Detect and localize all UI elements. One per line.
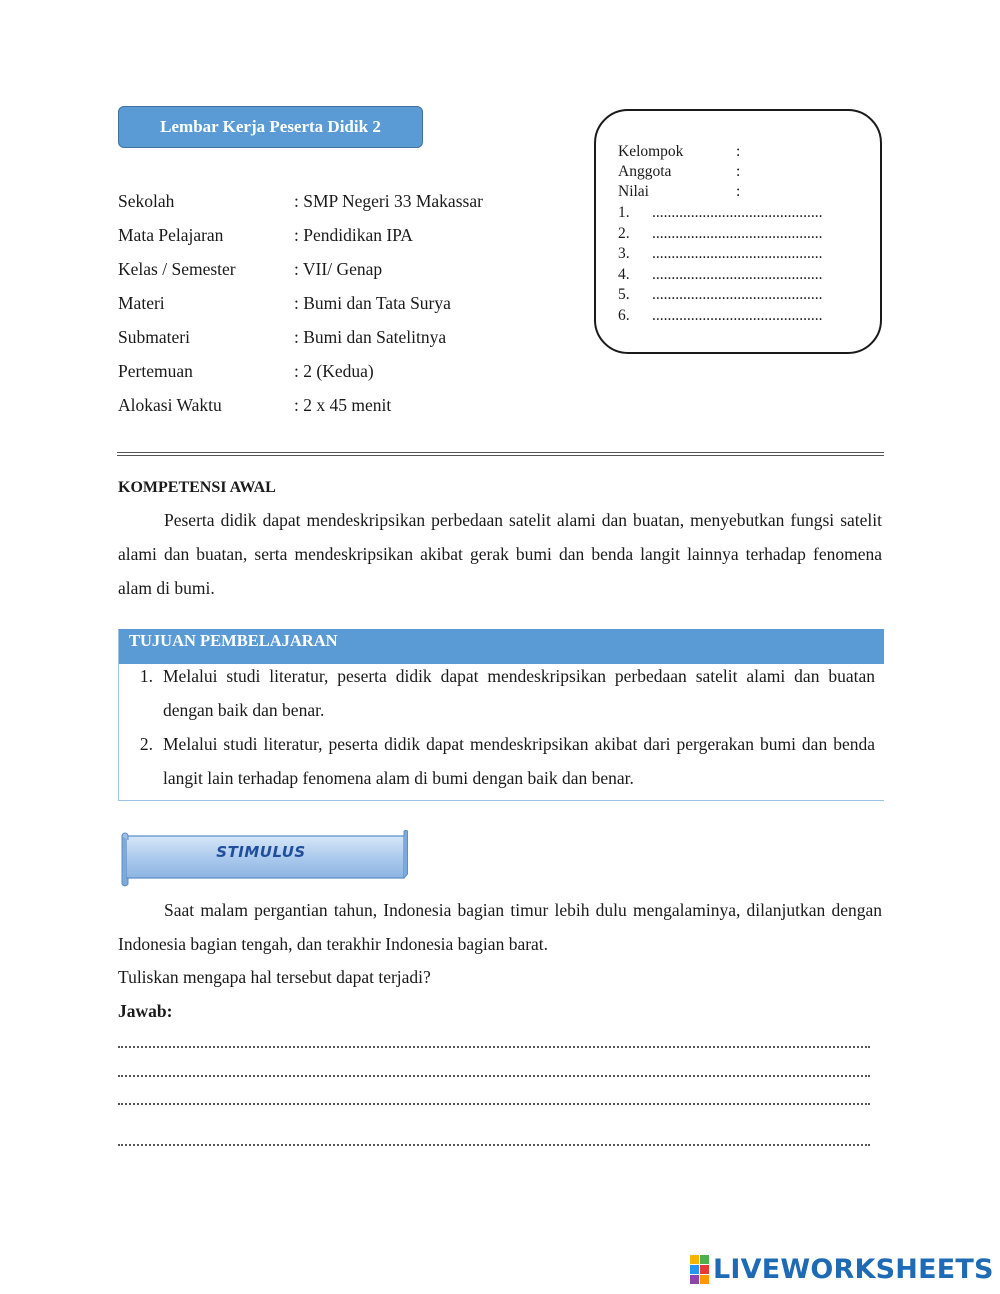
group-field-label: Anggota <box>618 163 672 180</box>
tujuan-heading: TUJUAN PEMBELAJARAN <box>119 629 884 664</box>
member-dots: ............................................ <box>652 286 823 303</box>
stimulus-label: STIMULUS <box>216 843 306 861</box>
logo-cube-icon <box>690 1255 709 1284</box>
info-value: : 2 x 45 menit <box>294 394 392 415</box>
info-label: Materi <box>118 292 165 313</box>
info-label: Submateri <box>118 326 190 347</box>
member-number: 6. <box>618 307 630 324</box>
info-value: : SMP Negeri 33 Makassar <box>294 190 483 211</box>
tujuan-text: Melalui studi literatur, peserta didik dapat mendeskripsikan akibat dari pergerakan bumi dan benda langit lain terhadap fenomena alam di bumi dengan baik dan benar. <box>163 734 875 788</box>
info-value: : Bumi dan Tata Surya <box>294 292 451 313</box>
stimulus-banner <box>116 826 412 888</box>
member-number: 4. <box>618 266 630 283</box>
member-dots: ............................................ <box>652 204 823 221</box>
tujuan-item-1 <box>119 659 875 727</box>
member-dots: ............................................ <box>652 225 823 242</box>
liveworksheets-logo <box>690 1254 994 1285</box>
member-number: 5. <box>618 286 630 303</box>
answer-line-3[interactable] <box>118 1103 870 1105</box>
member-dots: ............................................ <box>652 245 823 262</box>
info-value: : 2 (Kedua) <box>294 360 374 381</box>
tujuan-number: 1. <box>139 666 153 686</box>
group-field-anggota[interactable] <box>618 162 740 182</box>
group-field-colon: : <box>736 143 741 160</box>
info-label: Alokasi Waktu <box>118 394 222 415</box>
tujuan-box <box>118 629 884 801</box>
member-number: 3. <box>618 245 630 262</box>
info-row-sekolah <box>118 184 483 218</box>
answer-line-1[interactable] <box>118 1046 870 1048</box>
section-divider <box>117 452 884 456</box>
member-line-2[interactable] <box>618 224 823 244</box>
tujuan-text: Melalui studi literatur, peserta didik dapat mendeskripsikan perbedaan satelit alami dan buatan dengan baik dan benar. <box>163 666 875 720</box>
member-dots: ............................................ <box>652 266 823 283</box>
stimulus-question: Tuliskan mengapa hal tersebut dapat terjadi? <box>118 967 431 987</box>
logo-text: LIVEWORKSHEETS <box>713 1254 994 1285</box>
member-line-6[interactable] <box>618 306 823 326</box>
group-field-label: Kelompok <box>618 143 684 160</box>
group-field-kelompok[interactable] <box>618 142 740 162</box>
tujuan-list <box>119 659 875 795</box>
group-field-colon: : <box>736 183 741 200</box>
stimulus-text: Saat malam pergantian tahun, Indonesia bagian timur lebih dulu mengalaminya, dilanjutkan dengan Indonesia bagian tengah, dan terakhir Indonesia bagian barat. <box>118 900 882 954</box>
member-line-3[interactable] <box>618 244 823 264</box>
info-table <box>118 184 483 422</box>
kompetensi-text: Peserta didik dapat mendeskripsikan perbedaan satelit alami dan buatan, menyebutkan fungsi satelit alami dan buatan, serta mendeskripsikan akibat gerak bumi dan benda langit lainnya terhadap fenomena alam di bumi. <box>118 510 882 598</box>
tujuan-number: 2. <box>139 734 153 754</box>
info-value: : Bumi dan Satelitnya <box>294 326 447 347</box>
info-label: Sekolah <box>118 190 175 211</box>
info-value: : Pendidikan IPA <box>294 224 413 245</box>
group-field-nilai[interactable] <box>618 182 740 202</box>
info-label: Kelas / Semester <box>118 258 236 279</box>
answer-line-4[interactable] <box>118 1144 870 1146</box>
group-field-colon: : <box>736 163 741 180</box>
info-row-materi <box>118 286 483 320</box>
group-field-label: Nilai <box>618 183 649 200</box>
member-dots: ............................................ <box>652 307 823 324</box>
tujuan-item-2 <box>119 727 875 795</box>
info-value: : VII/ Genap <box>294 258 383 279</box>
info-row-pertemuan <box>118 354 483 388</box>
info-row-kelas-semester <box>118 252 483 286</box>
member-line-1[interactable] <box>618 203 823 223</box>
member-number: 2. <box>618 225 630 242</box>
kompetensi-heading: KOMPETENSI AWAL <box>118 479 276 496</box>
member-number: 1. <box>618 204 630 221</box>
worksheet-title: Lembar Kerja Peserta Didik 2 <box>118 106 423 148</box>
info-label: Mata Pelajaran <box>118 224 224 245</box>
member-line-4[interactable] <box>618 265 823 285</box>
answer-line-2[interactable] <box>118 1075 870 1077</box>
info-row-mata-pelajaran <box>118 218 483 252</box>
answer-label: Jawab: <box>118 1001 173 1021</box>
info-label: Pertemuan <box>118 360 193 381</box>
member-line-5[interactable] <box>618 285 823 305</box>
info-row-alokasi-waktu <box>118 388 483 422</box>
group-box <box>594 109 882 354</box>
info-row-submateri <box>118 320 483 354</box>
